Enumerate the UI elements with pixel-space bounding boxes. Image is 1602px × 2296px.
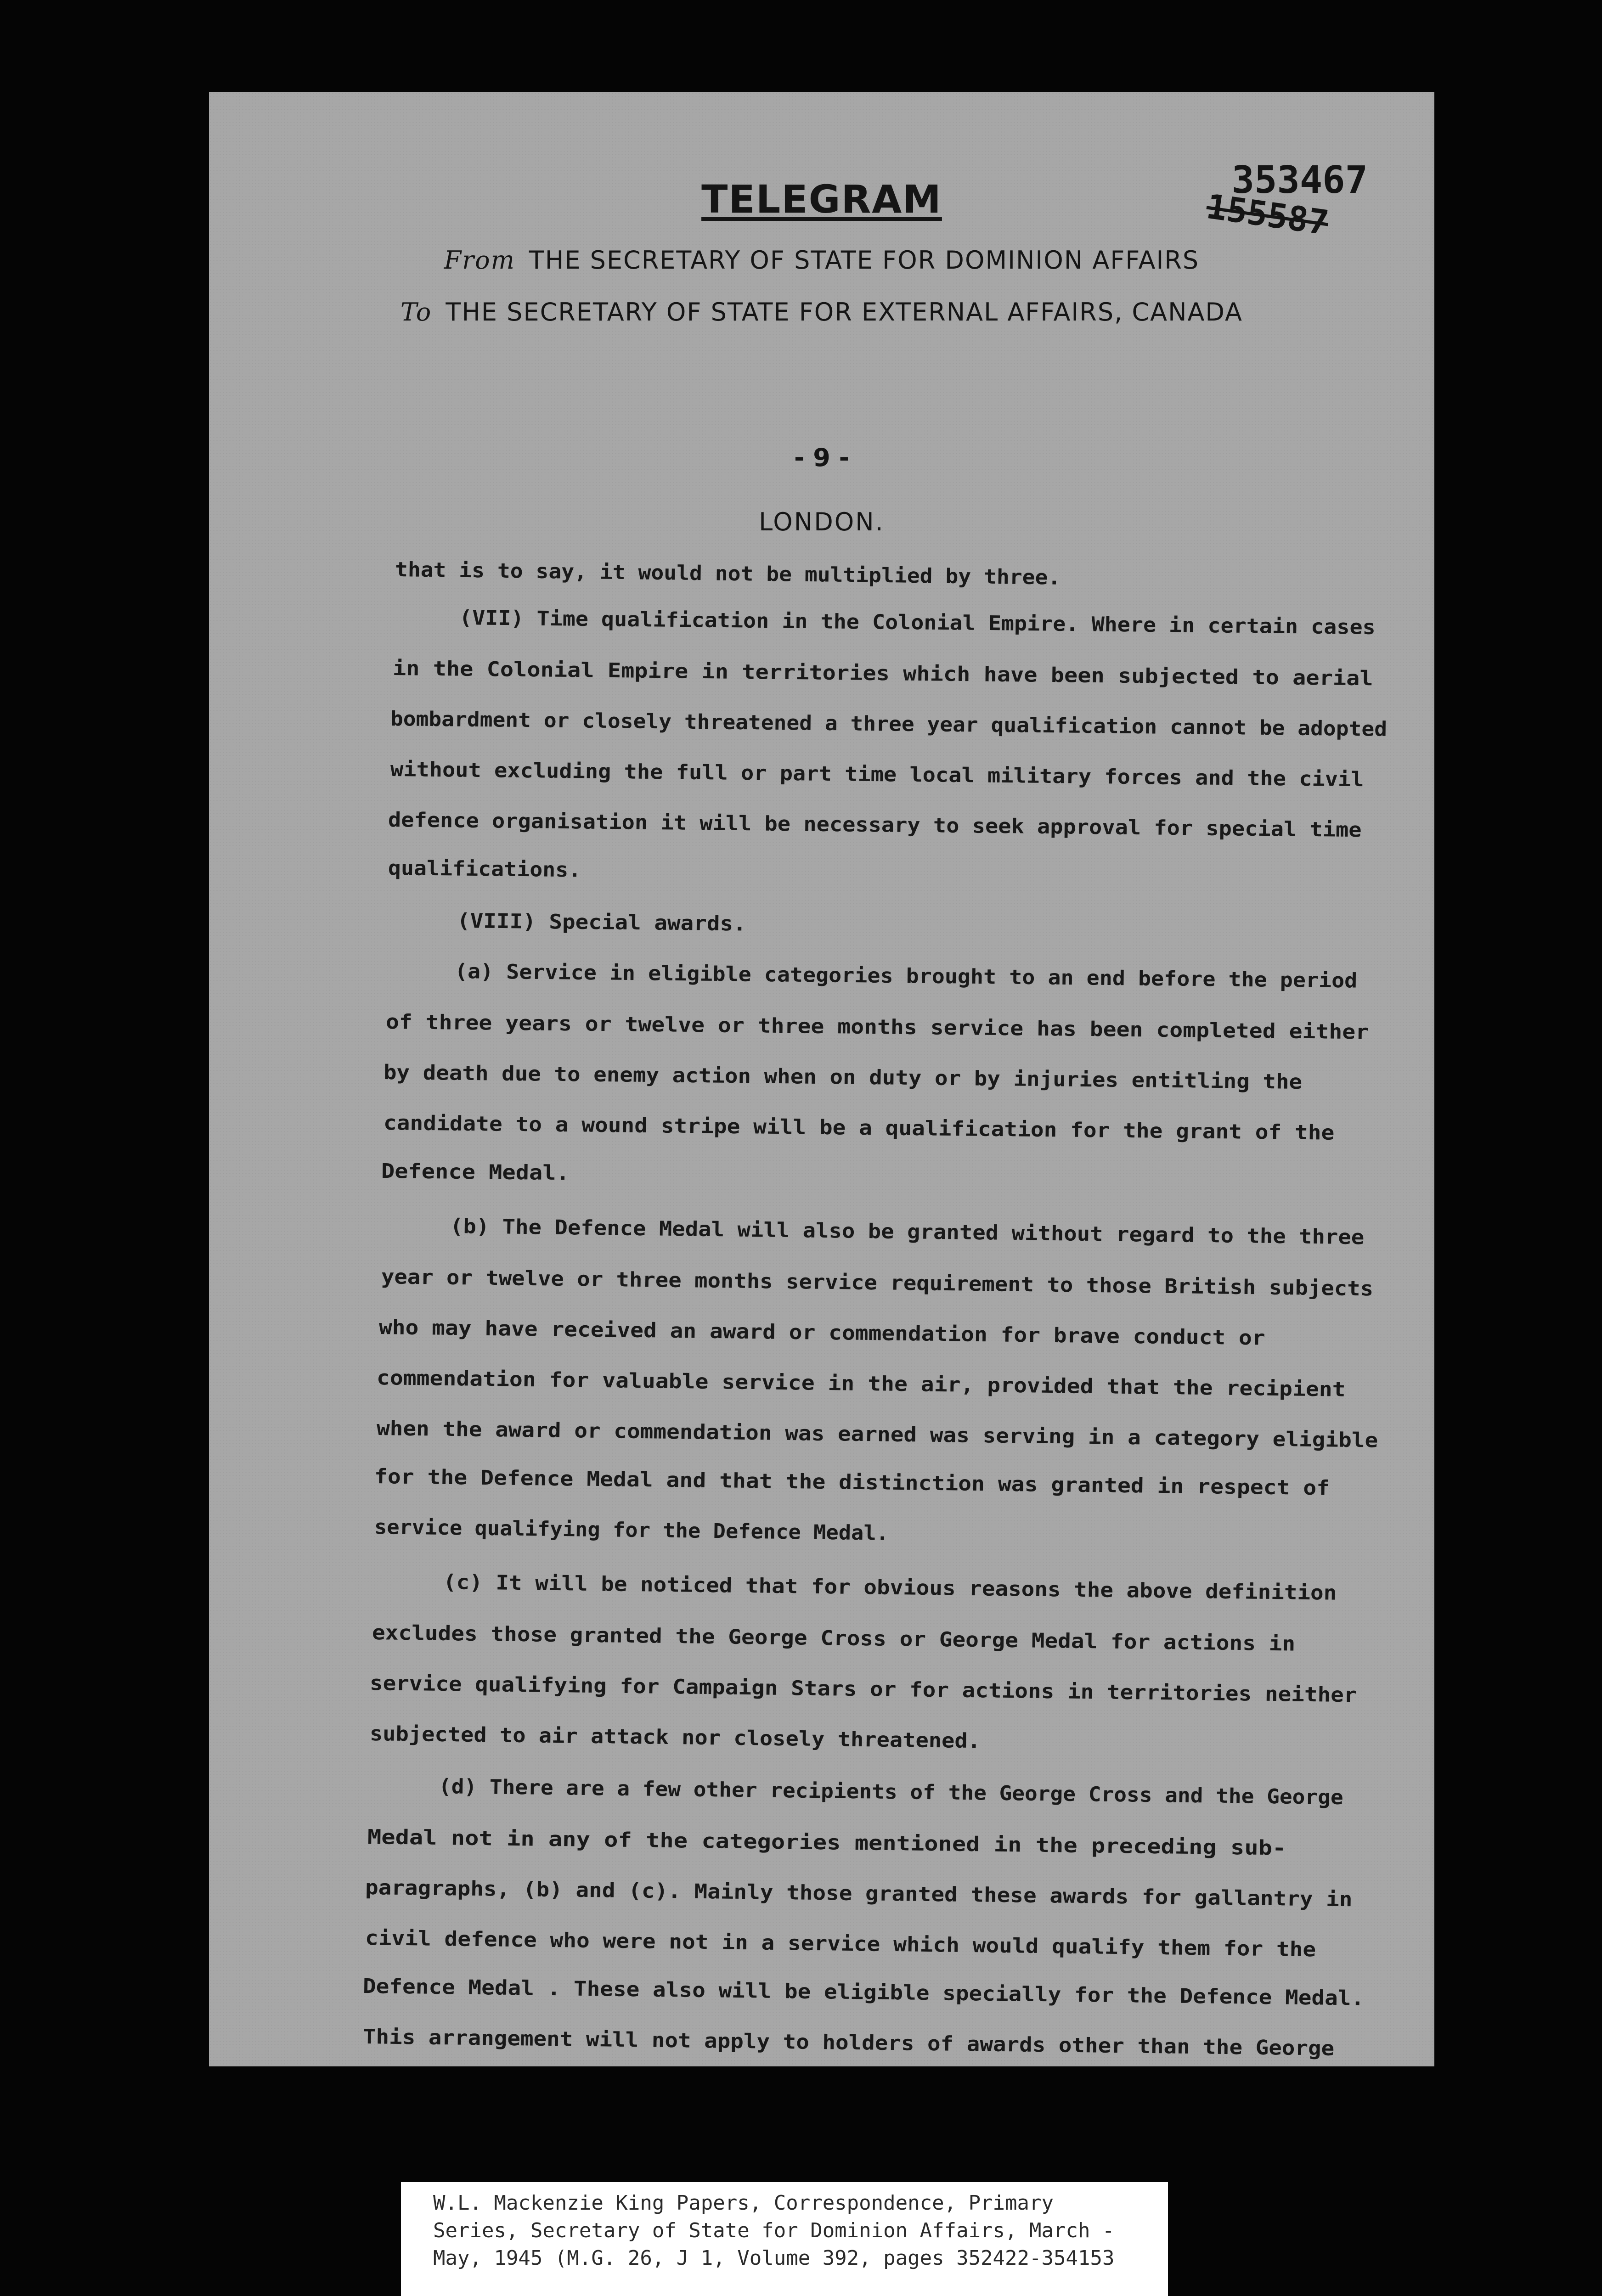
to-line bbox=[209, 298, 1434, 326]
body-line: by death due to enemy action when on duty or by injuries entitling the bbox=[383, 1061, 1303, 1094]
body-line: Defence Medal . These also will be eligible specially for the Defence Medal. bbox=[362, 1975, 1365, 2010]
archive-reference-tag bbox=[401, 2182, 1168, 2296]
body-line: when the award or commendation was earned was serving in a category eligible bbox=[376, 1417, 1378, 1452]
body-line: (c) It will be noticed that for obvious reasons the above definition bbox=[443, 1570, 1337, 1605]
body-line: civil defence who were not in a service which would qualify them for the bbox=[365, 1926, 1316, 1962]
body-line: without excluding the full or part time local military forces and the civil bbox=[390, 758, 1364, 792]
body-line: candidate to a wound stripe will be a qualification for the grant of the bbox=[383, 1111, 1335, 1145]
body-line: paragraphs, (b) and (c). Mainly those granted these awards for gallantry in bbox=[365, 1876, 1353, 1912]
body-line: bombardment or closely threatened a three year qualification cannot be adopted bbox=[390, 707, 1388, 741]
body-line: qualifications. bbox=[388, 856, 581, 882]
document-number: 353467 bbox=[1231, 158, 1368, 202]
body-line: Medal not in any of the categories mentioned in the preceding sub- bbox=[367, 1825, 1286, 1860]
body-line: in the Colonial Empire in territories which have been subjected to aerial bbox=[392, 657, 1373, 691]
document-number-struck: 155587 bbox=[1204, 186, 1331, 243]
body-line: (d) There are a few other recipients of the George Cross and the George bbox=[438, 1775, 1343, 1810]
body-line: who may have received an award or commendation for brave conduct or bbox=[378, 1316, 1265, 1350]
archive-tag-line: W.L. Mackenzie King Papers, Correspondence, Primary bbox=[433, 2191, 1054, 2215]
place-line: LONDON. bbox=[759, 507, 885, 536]
body-line: subjected to air attack nor closely threatened. bbox=[369, 1722, 981, 1753]
body-line: Defence Medal. bbox=[381, 1159, 570, 1185]
from-label: From bbox=[444, 246, 515, 275]
body-line: service qualifying for Campaign Stars or for actions in territories neither bbox=[369, 1671, 1357, 1707]
telegram-title: TELEGRAM bbox=[701, 177, 942, 222]
to-label: To bbox=[400, 298, 432, 326]
body-line: defence organisation it will be necessary to seek approval for special time bbox=[388, 808, 1362, 842]
from-line bbox=[209, 246, 1434, 275]
from-text: THE SECRETARY OF STATE FOR DOMINION AFFAIRS bbox=[529, 246, 1200, 275]
body-line: (VII) Time qualification in the Colonial Empire. Where in certain cases bbox=[459, 606, 1376, 639]
body-line: year or twelve or three months service requirement to those British subjects bbox=[381, 1265, 1374, 1301]
archive-tag-line: Series, Secretary of State for Dominion Affairs, March - bbox=[433, 2219, 1115, 2242]
page-number: - 9 - bbox=[794, 443, 849, 472]
body-line: of three years or twelve or three months service has been completed either bbox=[385, 1010, 1369, 1044]
body-line: (a) Service in eligible categories brought to an end before the period bbox=[454, 960, 1358, 993]
body-line: This arrangement will not apply to holders of awards other than the George bbox=[362, 2025, 1335, 2060]
body-line: for the Defence Medal and that the distinction was granted in respect of bbox=[374, 1465, 1330, 1500]
body-line: that is to say, it would not be multiplied by three. bbox=[395, 558, 1061, 590]
archive-tag-line: May, 1945 (M.G. 26, J 1, Volume 392, pages 352422-354153 bbox=[433, 2246, 1115, 2270]
body-line: service qualifying for the Defence Medal. bbox=[374, 1515, 889, 1545]
to-text: THE SECRETARY OF STATE FOR EXTERNAL AFFAIRS, CANADA bbox=[446, 298, 1243, 326]
body-line: (b) The Defence Medal will also be granted without regard to the three bbox=[450, 1215, 1365, 1249]
body-line: excludes those granted the George Cross or George Medal for actions in bbox=[372, 1621, 1296, 1656]
body-line: commendation for valuable service in the air, provided that the recipient bbox=[376, 1366, 1346, 1401]
body-line: (VIII) Special awards. bbox=[457, 909, 747, 936]
telegram-sheet bbox=[209, 92, 1434, 2066]
